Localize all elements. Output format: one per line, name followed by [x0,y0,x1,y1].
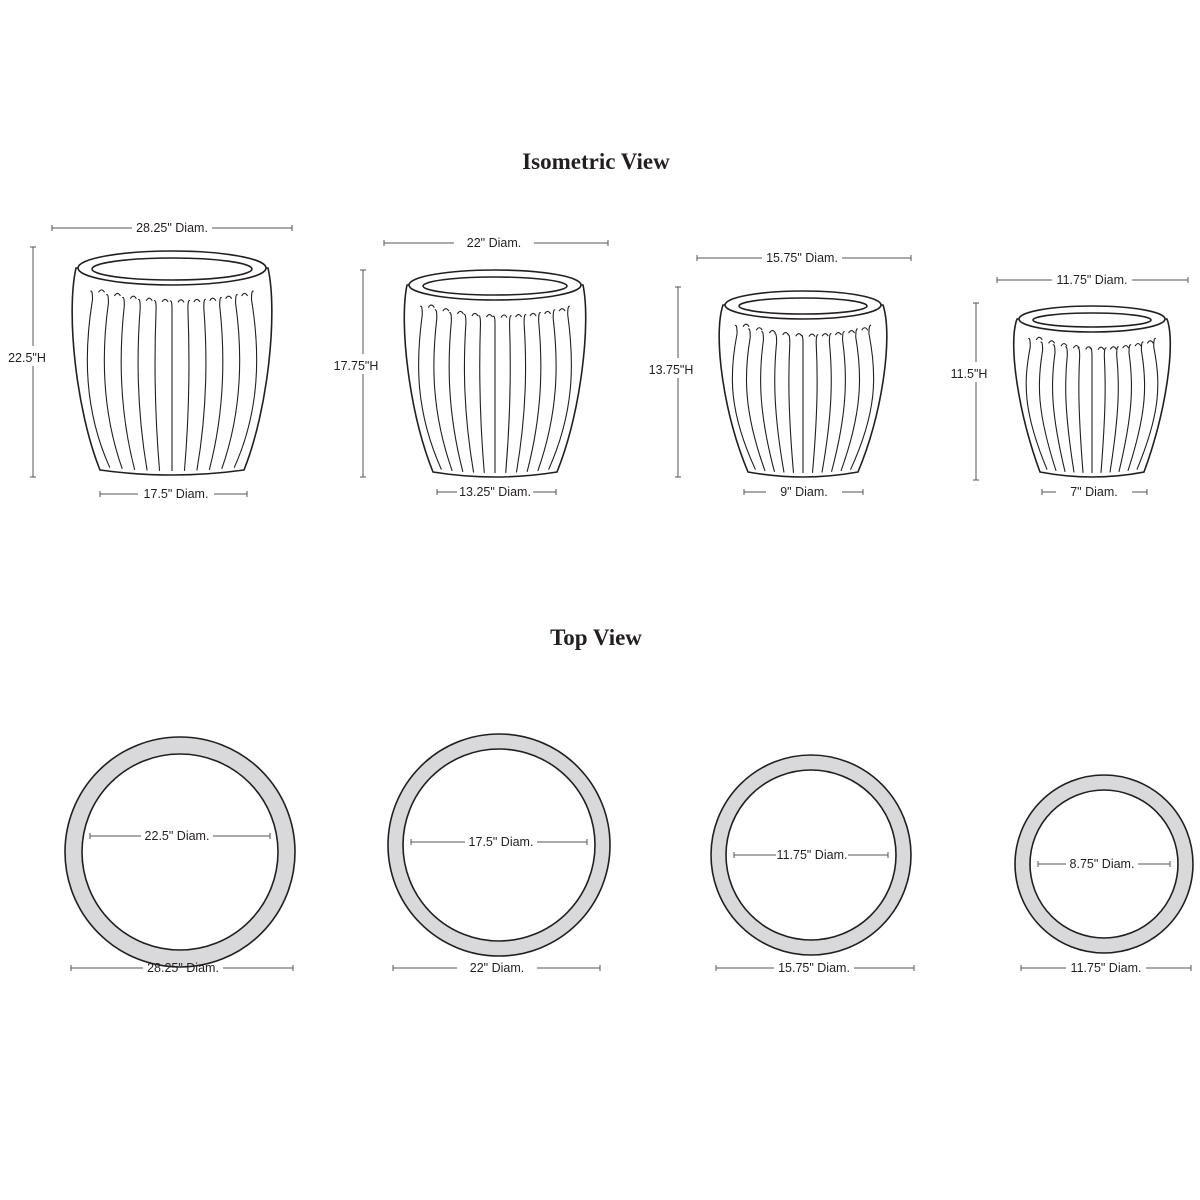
top-view-planter-1 [65,737,295,975]
planter-opening [82,754,278,950]
inner-diameter-label: 17.5" Diam. [468,835,534,849]
top-view-planter-3 [711,755,914,975]
top-diameter-label: 11.75" Diam. [1056,273,1128,287]
height-label: 17.75"H [333,359,379,373]
outer-diameter-label: 22" Diam. [469,961,525,975]
isometric-planter-2 [334,236,608,499]
isometric-planter-3 [649,251,911,499]
base-diameter-label: 7" Diam. [1070,485,1118,499]
height-label: 22.5"H [8,351,46,365]
inner-diameter-label: 11.75" Diam. [776,848,848,862]
base-diameter-label: 17.5" Diam. [143,487,209,501]
top-view-title: Top View [550,625,642,650]
inner-diameter-label: 22.5" Diam. [144,829,210,843]
top-view-planter-2 [388,734,610,975]
height-label: 13.75"H [648,363,694,377]
base-diameter-label: 13.25" Diam. [459,485,531,499]
planter-opening [1033,313,1151,327]
height-dimension [360,270,366,477]
top-diameter-label: 15.75" Diam. [766,251,838,265]
outer-diameter-label: 11.75" Diam. [1070,961,1142,975]
planter-opening [739,298,867,314]
base-diameter-label: 9" Diam. [780,485,828,499]
outer-diameter-label: 28.25" Diam. [147,961,219,975]
top-view-planter-4 [1015,775,1193,975]
top-diameter-label: 22" Diam. [466,236,522,250]
outer-diameter-label: 15.75" Diam. [778,961,850,975]
planter-opening [423,277,567,295]
planter-opening [92,258,252,280]
isometric-planter-1 [8,221,292,501]
top-diameter-label: 28.25" Diam. [136,221,208,235]
height-label: 11.5"H [950,367,988,381]
height-dimension [973,303,979,480]
height-dimension [675,287,681,477]
isometric-planter-4 [951,273,1188,499]
isometric-view-title: Isometric View [522,149,670,174]
inner-diameter-label: 8.75" Diam. [1069,857,1135,871]
